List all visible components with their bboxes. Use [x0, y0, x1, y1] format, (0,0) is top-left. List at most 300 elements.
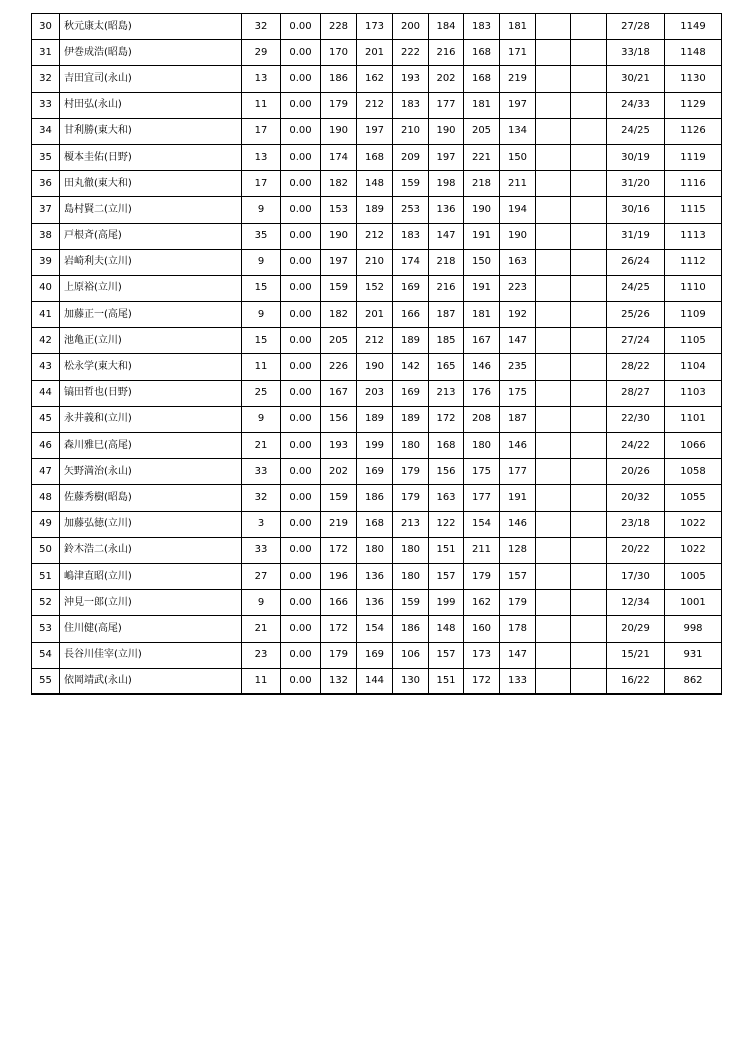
table-row: [32, 485, 722, 511]
game-7-score-cell: [536, 144, 571, 170]
game-2-score-cell: 168: [357, 144, 393, 170]
game-5-score-cell: 191: [464, 223, 500, 249]
total-score-cell: 1149: [665, 14, 722, 40]
game-6-score-cell: 190: [500, 223, 536, 249]
game-6-score-cell: 191: [500, 485, 536, 511]
game-1-score-cell: 182: [321, 302, 357, 328]
game-5-score-cell: 168: [464, 40, 500, 66]
game-6-score-cell: 128: [500, 537, 536, 563]
game-4-score-cell: 168: [429, 433, 464, 459]
record-cell: 31/20: [607, 171, 665, 197]
total-score-cell: 1115: [665, 197, 722, 223]
game-6-score-cell: 179: [500, 590, 536, 616]
table-row: [32, 66, 722, 92]
table-row: [32, 171, 722, 197]
game-6-score-cell: 235: [500, 354, 536, 380]
player-name-cell: 吉田宜司(永山): [60, 66, 242, 92]
game-6-score-cell: 219: [500, 66, 536, 92]
player-name-cell: 池亀正(立川): [60, 328, 242, 354]
game-5-score-cell: 205: [464, 118, 500, 144]
game-2-score-cell: 212: [357, 223, 393, 249]
game-4-score-cell: 190: [429, 118, 464, 144]
game-1-score-cell: 186: [321, 66, 357, 92]
game-1-score-cell: 172: [321, 616, 357, 642]
games-cell: 32: [242, 485, 281, 511]
rank-cell: 43: [32, 354, 60, 380]
handicap-cell: 0.00: [281, 590, 321, 616]
game-8-score-cell: [571, 275, 607, 301]
total-score-cell: 1116: [665, 171, 722, 197]
player-name-cell: 村田弘(永山): [60, 92, 242, 118]
game-3-score-cell: 210: [393, 118, 429, 144]
games-cell: 13: [242, 144, 281, 170]
game-4-score-cell: 172: [429, 406, 464, 432]
game-3-score-cell: 189: [393, 328, 429, 354]
game-1-score-cell: 196: [321, 563, 357, 589]
rank-cell: 30: [32, 14, 60, 40]
handicap-cell: 0.00: [281, 92, 321, 118]
rank-cell: 34: [32, 118, 60, 144]
table-row: [32, 668, 722, 694]
record-cell: 30/19: [607, 144, 665, 170]
handicap-cell: 0.00: [281, 406, 321, 432]
rank-cell: 36: [32, 171, 60, 197]
game-4-score-cell: 184: [429, 14, 464, 40]
record-cell: 26/24: [607, 249, 665, 275]
game-3-score-cell: 159: [393, 590, 429, 616]
game-2-score-cell: 180: [357, 537, 393, 563]
total-score-cell: 1119: [665, 144, 722, 170]
game-4-score-cell: 185: [429, 328, 464, 354]
game-2-score-cell: 197: [357, 118, 393, 144]
game-2-score-cell: 186: [357, 485, 393, 511]
game-5-score-cell: 154: [464, 511, 500, 537]
game-8-score-cell: [571, 144, 607, 170]
game-5-score-cell: 173: [464, 642, 500, 668]
table-row: [32, 275, 722, 301]
game-6-score-cell: 150: [500, 144, 536, 170]
game-7-score-cell: [536, 485, 571, 511]
game-5-score-cell: 191: [464, 275, 500, 301]
total-score-cell: 1055: [665, 485, 722, 511]
game-7-score-cell: [536, 511, 571, 537]
record-cell: 20/22: [607, 537, 665, 563]
game-2-score-cell: 201: [357, 40, 393, 66]
total-score-cell: 1022: [665, 537, 722, 563]
game-7-score-cell: [536, 668, 571, 694]
handicap-cell: 0.00: [281, 616, 321, 642]
game-7-score-cell: [536, 459, 571, 485]
table-row: [32, 511, 722, 537]
score-table: [31, 13, 722, 695]
handicap-cell: 0.00: [281, 328, 321, 354]
games-cell: 9: [242, 302, 281, 328]
game-3-score-cell: 180: [393, 563, 429, 589]
game-5-score-cell: 160: [464, 616, 500, 642]
game-3-score-cell: 183: [393, 92, 429, 118]
handicap-cell: 0.00: [281, 197, 321, 223]
game-7-score-cell: [536, 590, 571, 616]
game-2-score-cell: 203: [357, 380, 393, 406]
game-6-score-cell: 177: [500, 459, 536, 485]
player-name-cell: 島村賢二(立川): [60, 197, 242, 223]
game-7-score-cell: [536, 328, 571, 354]
handicap-cell: 0.00: [281, 511, 321, 537]
game-5-score-cell: 176: [464, 380, 500, 406]
games-cell: 33: [242, 459, 281, 485]
handicap-cell: 0.00: [281, 537, 321, 563]
player-name-cell: 鈴木浩二(永山): [60, 537, 242, 563]
game-6-score-cell: 192: [500, 302, 536, 328]
game-3-score-cell: 174: [393, 249, 429, 275]
game-8-score-cell: [571, 616, 607, 642]
game-8-score-cell: [571, 668, 607, 694]
game-5-score-cell: 162: [464, 590, 500, 616]
game-3-score-cell: 186: [393, 616, 429, 642]
record-cell: 20/26: [607, 459, 665, 485]
total-score-cell: 1109: [665, 302, 722, 328]
game-4-score-cell: 151: [429, 668, 464, 694]
games-cell: 23: [242, 642, 281, 668]
record-cell: 20/32: [607, 485, 665, 511]
game-7-score-cell: [536, 66, 571, 92]
game-2-score-cell: 136: [357, 563, 393, 589]
game-8-score-cell: [571, 642, 607, 668]
total-score-cell: 862: [665, 668, 722, 694]
game-7-score-cell: [536, 197, 571, 223]
game-4-score-cell: 198: [429, 171, 464, 197]
player-name-cell: 佐藤秀樹(昭島): [60, 485, 242, 511]
rank-cell: 55: [32, 668, 60, 694]
handicap-cell: 0.00: [281, 66, 321, 92]
game-4-score-cell: 157: [429, 642, 464, 668]
handicap-cell: 0.00: [281, 144, 321, 170]
handicap-cell: 0.00: [281, 485, 321, 511]
game-2-score-cell: 201: [357, 302, 393, 328]
game-3-score-cell: 169: [393, 275, 429, 301]
games-cell: 9: [242, 249, 281, 275]
games-cell: 11: [242, 668, 281, 694]
total-score-cell: 1110: [665, 275, 722, 301]
total-score-cell: 1126: [665, 118, 722, 144]
game-2-score-cell: 210: [357, 249, 393, 275]
rank-cell: 52: [32, 590, 60, 616]
game-1-score-cell: 159: [321, 275, 357, 301]
total-score-cell: 1103: [665, 380, 722, 406]
game-5-score-cell: 146: [464, 354, 500, 380]
player-name-cell: 岩崎利夫(立川): [60, 249, 242, 275]
player-name-cell: 嶋津直昭(立川): [60, 563, 242, 589]
game-4-score-cell: 151: [429, 537, 464, 563]
game-1-score-cell: 132: [321, 668, 357, 694]
player-name-cell: 矢野満治(永山): [60, 459, 242, 485]
game-1-score-cell: 193: [321, 433, 357, 459]
game-3-score-cell: 169: [393, 380, 429, 406]
game-6-score-cell: 134: [500, 118, 536, 144]
game-4-score-cell: 148: [429, 616, 464, 642]
games-cell: 17: [242, 171, 281, 197]
rank-cell: 31: [32, 40, 60, 66]
total-score-cell: 1058: [665, 459, 722, 485]
games-cell: 15: [242, 328, 281, 354]
game-3-score-cell: 179: [393, 485, 429, 511]
record-cell: 15/21: [607, 642, 665, 668]
record-cell: 23/18: [607, 511, 665, 537]
game-2-score-cell: 189: [357, 197, 393, 223]
game-4-score-cell: 197: [429, 144, 464, 170]
player-name-cell: 加藤弘徳(立川): [60, 511, 242, 537]
game-7-score-cell: [536, 642, 571, 668]
game-1-score-cell: 202: [321, 459, 357, 485]
player-name-cell: 住川健(高尾): [60, 616, 242, 642]
game-5-score-cell: 172: [464, 668, 500, 694]
games-cell: 33: [242, 537, 281, 563]
rank-cell: 53: [32, 616, 60, 642]
game-5-score-cell: 183: [464, 14, 500, 40]
table-row: [32, 380, 722, 406]
game-2-score-cell: 144: [357, 668, 393, 694]
table-row: [32, 118, 722, 144]
game-7-score-cell: [536, 171, 571, 197]
games-cell: 15: [242, 275, 281, 301]
game-5-score-cell: 167: [464, 328, 500, 354]
game-3-score-cell: 200: [393, 14, 429, 40]
rank-cell: 40: [32, 275, 60, 301]
handicap-cell: 0.00: [281, 118, 321, 144]
table-row: [32, 302, 722, 328]
rank-cell: 45: [32, 406, 60, 432]
game-4-score-cell: 136: [429, 197, 464, 223]
game-4-score-cell: 157: [429, 563, 464, 589]
game-4-score-cell: 199: [429, 590, 464, 616]
game-8-score-cell: [571, 118, 607, 144]
game-2-score-cell: 173: [357, 14, 393, 40]
handicap-cell: 0.00: [281, 668, 321, 694]
game-8-score-cell: [571, 302, 607, 328]
record-cell: 27/28: [607, 14, 665, 40]
handicap-cell: 0.00: [281, 275, 321, 301]
game-3-score-cell: 130: [393, 668, 429, 694]
table-row: [32, 406, 722, 432]
game-7-score-cell: [536, 616, 571, 642]
game-7-score-cell: [536, 406, 571, 432]
handicap-cell: 0.00: [281, 433, 321, 459]
game-8-score-cell: [571, 459, 607, 485]
game-1-score-cell: 172: [321, 537, 357, 563]
game-2-score-cell: 168: [357, 511, 393, 537]
game-5-score-cell: 180: [464, 433, 500, 459]
game-8-score-cell: [571, 380, 607, 406]
game-3-score-cell: 253: [393, 197, 429, 223]
game-5-score-cell: 211: [464, 537, 500, 563]
game-6-score-cell: 171: [500, 40, 536, 66]
game-5-score-cell: 181: [464, 92, 500, 118]
game-8-score-cell: [571, 590, 607, 616]
game-8-score-cell: [571, 249, 607, 275]
games-cell: 25: [242, 380, 281, 406]
game-1-score-cell: 170: [321, 40, 357, 66]
player-name-cell: 榎本圭佑(日野): [60, 144, 242, 170]
game-2-score-cell: 148: [357, 171, 393, 197]
total-score-cell: 1130: [665, 66, 722, 92]
game-2-score-cell: 169: [357, 642, 393, 668]
game-4-score-cell: 216: [429, 40, 464, 66]
game-1-score-cell: 190: [321, 223, 357, 249]
rank-cell: 41: [32, 302, 60, 328]
game-2-score-cell: 212: [357, 92, 393, 118]
rank-cell: 33: [32, 92, 60, 118]
game-1-score-cell: 228: [321, 14, 357, 40]
game-6-score-cell: 178: [500, 616, 536, 642]
game-3-score-cell: 193: [393, 66, 429, 92]
handicap-cell: 0.00: [281, 302, 321, 328]
game-6-score-cell: 197: [500, 92, 536, 118]
game-2-score-cell: 162: [357, 66, 393, 92]
game-8-score-cell: [571, 40, 607, 66]
handicap-cell: 0.00: [281, 40, 321, 66]
record-cell: 24/25: [607, 118, 665, 144]
handicap-cell: 0.00: [281, 14, 321, 40]
rank-cell: 42: [32, 328, 60, 354]
game-7-score-cell: [536, 537, 571, 563]
game-6-score-cell: 187: [500, 406, 536, 432]
game-3-score-cell: 180: [393, 537, 429, 563]
total-score-cell: 1001: [665, 590, 722, 616]
game-2-score-cell: 154: [357, 616, 393, 642]
record-cell: 31/19: [607, 223, 665, 249]
game-7-score-cell: [536, 563, 571, 589]
games-cell: 29: [242, 40, 281, 66]
rank-cell: 47: [32, 459, 60, 485]
rank-cell: 46: [32, 433, 60, 459]
game-5-score-cell: 150: [464, 249, 500, 275]
game-8-score-cell: [571, 563, 607, 589]
total-score-cell: 1066: [665, 433, 722, 459]
handicap-cell: 0.00: [281, 354, 321, 380]
game-5-score-cell: 168: [464, 66, 500, 92]
game-8-score-cell: [571, 537, 607, 563]
player-name-cell: 戸根斉(高尾): [60, 223, 242, 249]
game-3-score-cell: 106: [393, 642, 429, 668]
game-8-score-cell: [571, 171, 607, 197]
game-1-score-cell: 159: [321, 485, 357, 511]
total-score-cell: 1005: [665, 563, 722, 589]
player-name-cell: 長谷川佳宰(立川): [60, 642, 242, 668]
record-cell: 24/33: [607, 92, 665, 118]
record-cell: 25/26: [607, 302, 665, 328]
games-cell: 17: [242, 118, 281, 144]
game-3-score-cell: 159: [393, 171, 429, 197]
game-3-score-cell: 213: [393, 511, 429, 537]
game-7-score-cell: [536, 118, 571, 144]
table-row: [32, 328, 722, 354]
game-7-score-cell: [536, 302, 571, 328]
record-cell: 30/16: [607, 197, 665, 223]
table-row: [32, 433, 722, 459]
total-score-cell: 1129: [665, 92, 722, 118]
player-name-cell: 秋元康太(昭島): [60, 14, 242, 40]
games-cell: 11: [242, 354, 281, 380]
player-name-cell: 田丸徹(東大和): [60, 171, 242, 197]
handicap-cell: 0.00: [281, 380, 321, 406]
game-7-score-cell: [536, 40, 571, 66]
rank-cell: 32: [32, 66, 60, 92]
game-5-score-cell: 218: [464, 171, 500, 197]
game-4-score-cell: 165: [429, 354, 464, 380]
player-name-cell: 沖見一郎(立川): [60, 590, 242, 616]
game-7-score-cell: [536, 275, 571, 301]
game-3-score-cell: 189: [393, 406, 429, 432]
game-6-score-cell: 157: [500, 563, 536, 589]
rank-cell: 54: [32, 642, 60, 668]
total-score-cell: 1022: [665, 511, 722, 537]
games-cell: 32: [242, 14, 281, 40]
rank-cell: 51: [32, 563, 60, 589]
game-4-score-cell: 202: [429, 66, 464, 92]
game-6-score-cell: 194: [500, 197, 536, 223]
game-1-score-cell: 166: [321, 590, 357, 616]
game-2-score-cell: 212: [357, 328, 393, 354]
record-cell: 33/18: [607, 40, 665, 66]
table-row: [32, 354, 722, 380]
game-3-score-cell: 222: [393, 40, 429, 66]
table-row: [32, 537, 722, 563]
games-cell: 13: [242, 66, 281, 92]
record-cell: 12/34: [607, 590, 665, 616]
table-row: [32, 590, 722, 616]
game-5-score-cell: 181: [464, 302, 500, 328]
total-score-cell: 1104: [665, 354, 722, 380]
games-cell: 21: [242, 616, 281, 642]
table-row: [32, 642, 722, 668]
games-cell: 21: [242, 433, 281, 459]
game-6-score-cell: 146: [500, 511, 536, 537]
game-1-score-cell: 205: [321, 328, 357, 354]
record-cell: 17/30: [607, 563, 665, 589]
record-cell: 27/24: [607, 328, 665, 354]
game-1-score-cell: 179: [321, 642, 357, 668]
game-4-score-cell: 163: [429, 485, 464, 511]
rank-cell: 50: [32, 537, 60, 563]
game-6-score-cell: 175: [500, 380, 536, 406]
player-name-cell: 伊巻成浩(昭島): [60, 40, 242, 66]
handicap-cell: 0.00: [281, 249, 321, 275]
game-1-score-cell: 179: [321, 92, 357, 118]
game-8-score-cell: [571, 14, 607, 40]
games-cell: 9: [242, 590, 281, 616]
game-8-score-cell: [571, 197, 607, 223]
games-cell: 9: [242, 197, 281, 223]
table-row: [32, 249, 722, 275]
game-4-score-cell: 156: [429, 459, 464, 485]
handicap-cell: 0.00: [281, 563, 321, 589]
game-2-score-cell: 199: [357, 433, 393, 459]
game-1-score-cell: 226: [321, 354, 357, 380]
game-3-score-cell: 142: [393, 354, 429, 380]
game-1-score-cell: 153: [321, 197, 357, 223]
player-name-cell: 森川雅巳(高尾): [60, 433, 242, 459]
game-2-score-cell: 190: [357, 354, 393, 380]
game-1-score-cell: 219: [321, 511, 357, 537]
game-2-score-cell: 169: [357, 459, 393, 485]
game-2-score-cell: 136: [357, 590, 393, 616]
game-6-score-cell: 223: [500, 275, 536, 301]
table-row: [32, 459, 722, 485]
player-name-cell: 甘利勝(東大和): [60, 118, 242, 144]
game-3-score-cell: 180: [393, 433, 429, 459]
player-name-cell: 加藤正一(高尾): [60, 302, 242, 328]
game-6-score-cell: 181: [500, 14, 536, 40]
